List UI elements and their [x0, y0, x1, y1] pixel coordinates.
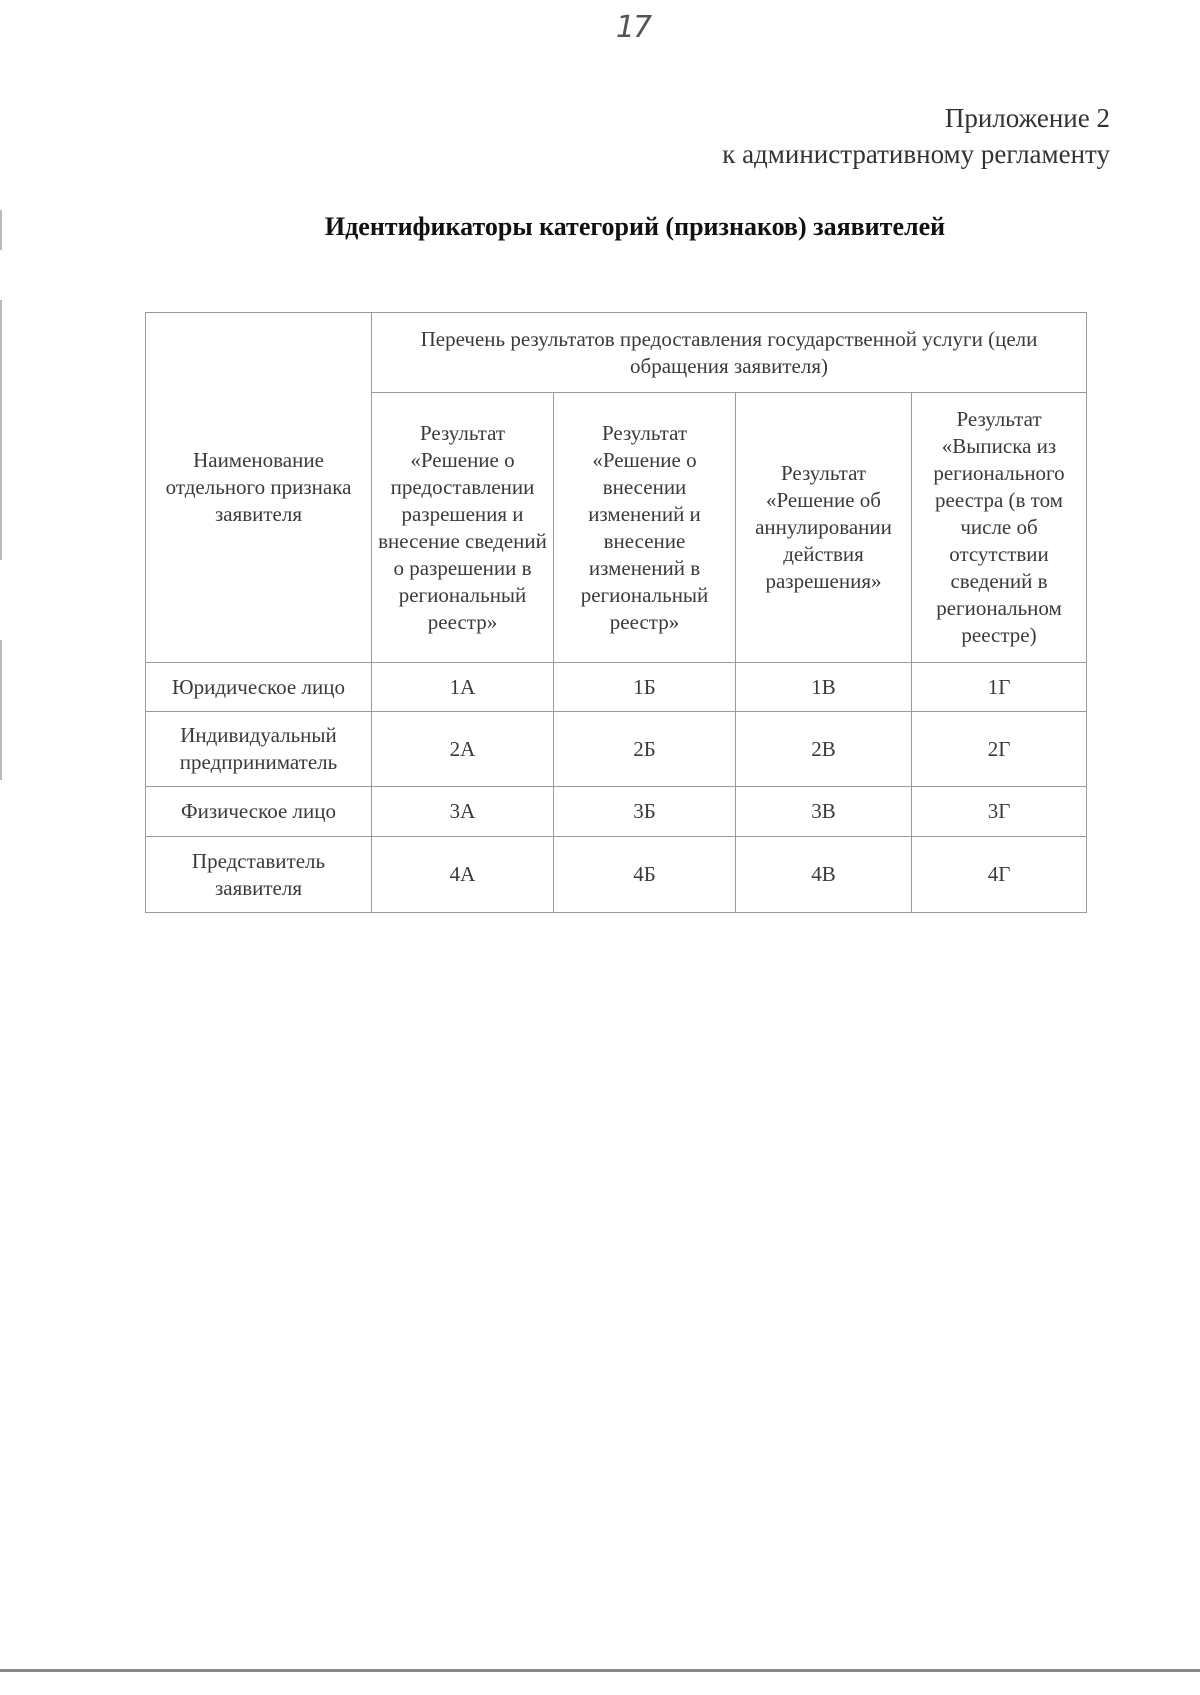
table-cell: 1Б — [554, 663, 736, 712]
table-cell: 3Б — [554, 787, 736, 837]
table-header-row — [146, 313, 1087, 393]
row-label: Юридическое лицо — [146, 663, 372, 712]
table-cell: 2В — [736, 712, 912, 787]
column-header: Результат «Решение о внесении изменений и внесение изменений в региональный реестр» — [554, 393, 736, 663]
table-row — [146, 712, 1087, 787]
appendix-line-1: Приложение 2 — [944, 103, 1110, 133]
applicant-categories-table — [145, 312, 1087, 913]
column-header: Результат «Решение о предоставлении разрешения и внесение сведений о разрешении в региональный реестр» — [372, 393, 554, 663]
table-cell: 1Г — [912, 663, 1087, 712]
row-label: Представитель заявителя — [146, 837, 372, 913]
table-row — [146, 787, 1087, 837]
table-row — [146, 837, 1087, 913]
table-cell: 2Г — [912, 712, 1087, 787]
column-header: Результат «Выписка из регионального реестра (в том числе об отсутствии сведений в региональном реестре) — [912, 393, 1087, 663]
row-label: Физическое лицо — [146, 787, 372, 837]
appendix-line-2: к административному регламенту — [722, 139, 1110, 169]
table-cell: 1А — [372, 663, 554, 712]
table-cell: 3В — [736, 787, 912, 837]
scan-bottom-line — [0, 1669, 1200, 1672]
table-cell: 2Б — [554, 712, 736, 787]
column-header: Результат «Решение об аннулировании действия разрешения» — [736, 393, 912, 663]
table-cell: 4А — [372, 837, 554, 913]
table-cell: 3А — [372, 787, 554, 837]
page-number: 17 — [615, 10, 651, 45]
table-cell: 2А — [372, 712, 554, 787]
document-title: Идентификаторы категорий (признаков) заявителей — [324, 212, 946, 241]
table-cell: 1В — [736, 663, 912, 712]
table-cell: 3Г — [912, 787, 1087, 837]
row-label: Индивидуальный предприниматель — [146, 712, 372, 787]
scan-edge-mark — [0, 640, 2, 780]
group-header-cell: Перечень результатов предоставления государственной услуги (цели обращения заявителя) — [372, 313, 1087, 393]
appendix-note — [722, 100, 1110, 172]
table-row — [146, 663, 1087, 712]
row-header-cell: Наименование отдельного признака заявителя — [146, 313, 372, 663]
table-cell: 4Г — [912, 837, 1087, 913]
table-cell: 4Б — [554, 837, 736, 913]
table-cell: 4В — [736, 837, 912, 913]
scan-edge-mark — [0, 300, 2, 560]
scan-edge-mark — [0, 210, 2, 250]
